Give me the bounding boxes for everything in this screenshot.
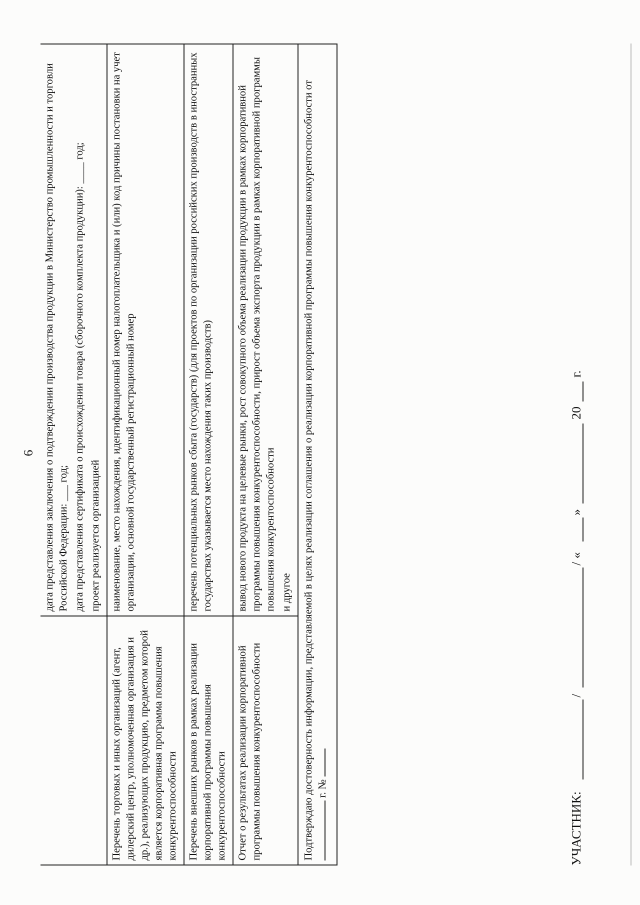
trade-organizations-description: наименование, место нахождения, идентификационный номер налогоплательщика и (или) код причины постановки на учет организации, основной государственный регистрационный номер [106,44,183,616]
program-results-description: вывод нового продукта на целевые рынки, рост совокупного объема реализации продукции в рамках корпоративной программы повышения конкурентоспособности, прирост объема экспорта продукции в рамках корпоративной программы повышения конкурентоспособности [236,56,276,611]
table-row-program-results [232,44,297,865]
participant-label: УЧАСТНИК: [568,790,583,865]
certificate-date-text: дата представления сертификата о происхождении товара (сборочного комплекта продукции): ____ год; [73,141,85,611]
page-number: 6 [20,449,35,456]
table-cell-empty-label [40,616,106,865]
signature-slash: / [568,693,583,697]
program-info-table [40,43,337,865]
year-line [582,381,583,401]
year-prefix: 20 [568,406,583,419]
production-confirmation-date-text: дата представления заключения о подтверждении производства продукции в Министерство промышленности и торговли Российской Федерации: ___ год; [44,62,69,611]
agreement-number-blank [315,748,325,776]
table-cell-production-dates [40,44,106,616]
date-close-quote: » [568,508,583,515]
signature-line [582,699,583,779]
confirmation-number-text: г. № [317,778,329,798]
table-row-external-markets [183,44,232,865]
program-results-other: и другое [280,572,292,611]
page-bottom-rule [630,43,631,865]
year-suffix: г. [568,369,583,377]
name-line [582,567,583,687]
confirmation-text: Подтверждаю достоверность информации, представляемой в целях реализации соглашения о реализации корпоративной программы повышения конкурентоспособности от [302,79,314,860]
project-organization-text: проект реализуется организацией [89,459,101,611]
program-results-label: Отчет о результатах реализации корпоративной программы повышения конкурентоспособности [232,616,297,865]
agreement-date-blank [315,800,325,860]
external-markets-description: перечень потенциальных рынков сбыта (государств) (для проектов по организации российских производств в иностранных государствах указывается место нахождения таких производств) [183,44,232,616]
table-row-confirmation [297,44,337,865]
signature-block [560,43,600,865]
day-line [582,517,583,541]
month-line [582,423,583,503]
confirmation-cell [297,44,337,865]
external-markets-label: Перечень внешних рынков в рамках реализации корпоративной программы повышения конкурентоспособности [183,616,232,865]
table-row-trade-organizations [106,44,183,865]
trade-organizations-label: Перечень торговых и иных организаций (агент, дилерский центр, уполномоченная организация и др.), реализующих продукцию, предметом которой является корпоративная программа повышения конкурентоспособности [106,616,183,865]
date-open-quote: / « [568,551,583,565]
program-results-cell [232,44,297,616]
table-row-production-dates [40,44,106,865]
